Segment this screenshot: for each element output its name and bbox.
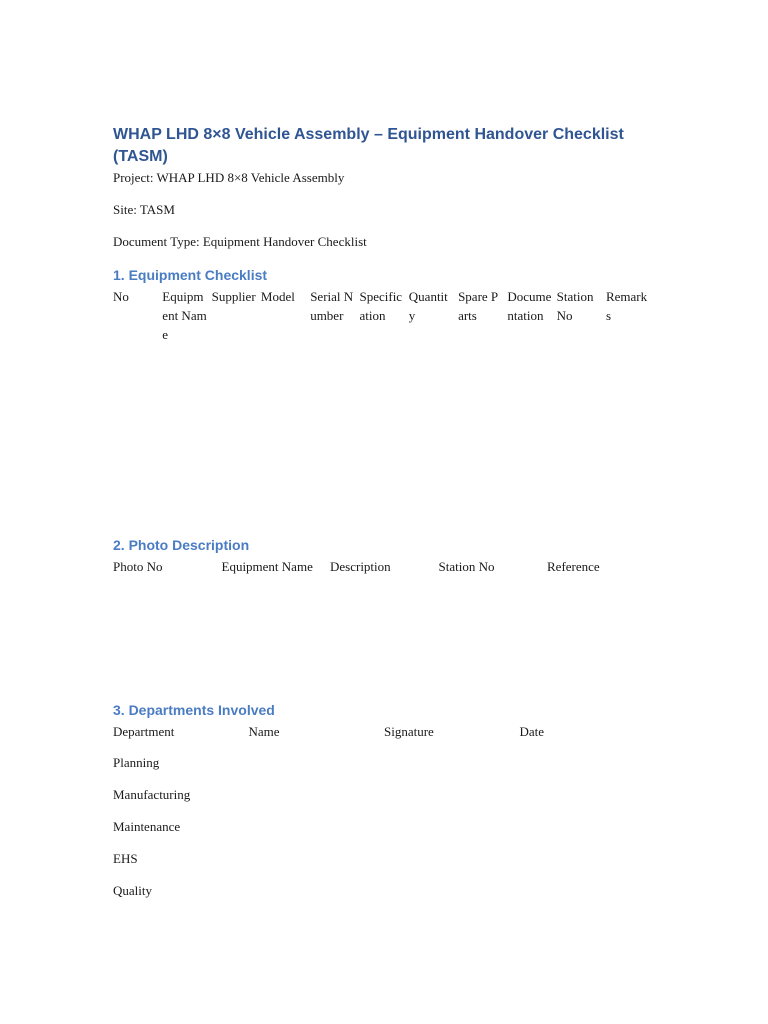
department-row: Quality <box>113 883 152 898</box>
column-header: Serial Number <box>310 289 354 323</box>
document-type-line: Document Type: Equipment Handover Checklist <box>113 234 367 249</box>
column-header: Remarks <box>605 289 648 323</box>
column-header: Equipment Name <box>221 559 313 574</box>
column-header: Name <box>248 724 280 739</box>
departments-involved-heading: 3. Departments Involved <box>113 702 275 718</box>
column-header: Quantity <box>408 289 448 323</box>
department-row: Maintenance <box>113 819 181 834</box>
department-row: Planning <box>113 755 160 770</box>
column-header: Documentation <box>507 289 552 323</box>
equipment-checklist-header <box>113 287 658 343</box>
departments-list <box>113 754 658 900</box>
column-header: Spare Parts <box>458 289 499 323</box>
column-header: Supplier <box>211 289 256 304</box>
document-page <box>113 124 658 900</box>
column-header: Equipment Name <box>162 289 207 342</box>
column-header: Reference <box>547 559 600 574</box>
column-header: Photo No <box>113 559 163 574</box>
photo-description-heading: 2. Photo Description <box>113 537 250 553</box>
column-header: Signature <box>384 724 434 739</box>
department-row: Manufacturing <box>113 787 191 802</box>
column-header: Station No <box>438 559 495 574</box>
site-line: Site: TASM <box>113 202 175 217</box>
column-header: Model <box>260 289 295 304</box>
column-header: Department <box>113 724 175 739</box>
equipment-checklist-heading: 1. Equipment Checklist <box>113 267 268 283</box>
department-row: EHS <box>113 851 138 866</box>
column-header: No <box>113 289 129 304</box>
project-line: Project: WHAP LHD 8×8 Vehicle Assembly <box>113 170 345 185</box>
column-header: Description <box>330 559 391 574</box>
column-header: Date <box>519 724 545 739</box>
document-title: WHAP LHD 8×8 Vehicle Assembly – Equipment Handover Checklist (TASM) <box>113 126 624 165</box>
photo-description-header <box>113 557 658 576</box>
departments-header <box>113 722 658 741</box>
column-header: Station No <box>556 289 594 323</box>
column-header: Specification <box>359 289 403 323</box>
